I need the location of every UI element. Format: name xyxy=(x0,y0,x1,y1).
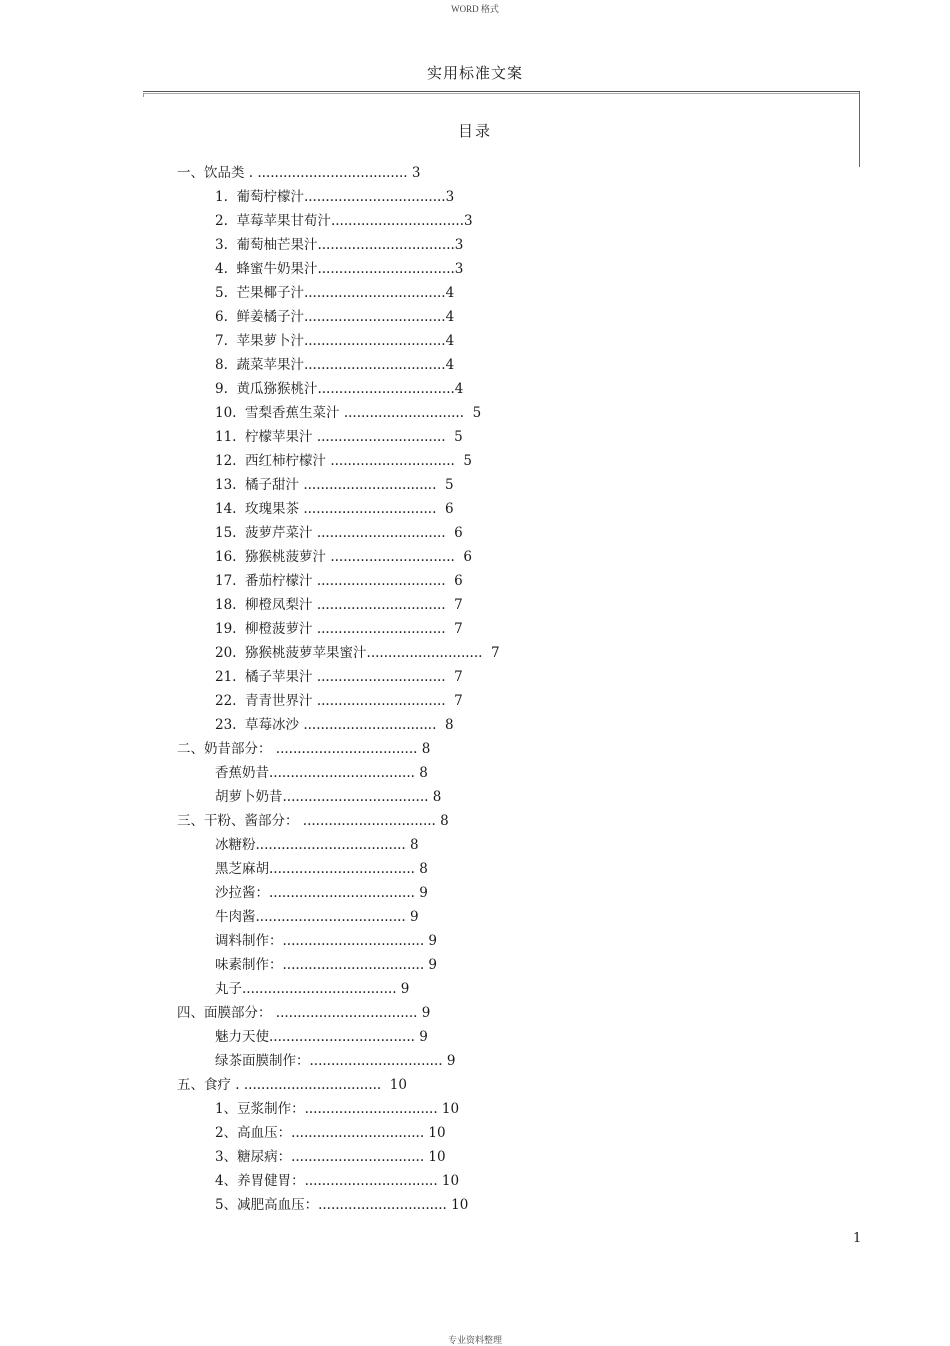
toc-entry[interactable]: 17. 番茄柠檬汁 .............................. 6 xyxy=(215,573,463,589)
toc-entry[interactable]: 魅力天使.................................. 9 xyxy=(215,1029,428,1045)
toc-entry[interactable]: 20. 猕猴桃菠萝苹果蜜汁........................... 7 xyxy=(215,645,500,661)
page-number: 1 xyxy=(853,1231,862,1246)
toc-entry[interactable]: 10. 雪梨香蕉生菜汁 ............................ 5 xyxy=(215,405,482,421)
footer: 专业资料整理 xyxy=(447,1336,502,1346)
toc-entry[interactable]: 4. 蜂蜜牛奶果汁................................3 xyxy=(215,261,464,277)
toc-entry[interactable]: 2. 草莓苹果甘荀汁...............................3 xyxy=(215,213,473,229)
toc-entry[interactable]: 胡萝卜奶昔.................................. 8 xyxy=(215,789,442,805)
toc-entry[interactable]: 味素制作：................................. 9 xyxy=(215,957,437,973)
toc-entry[interactable]: 牛肉酱................................... 9 xyxy=(215,909,419,925)
toc-entry[interactable]: 16. 猕猴桃菠萝汁 ............................. 6 xyxy=(215,549,472,565)
toc-entry[interactable]: 15. 菠萝芹菜汁 .............................. 6 xyxy=(215,525,463,541)
toc-entry[interactable]: 5、减肥高血压：.............................. 10 xyxy=(215,1197,469,1213)
header-rule xyxy=(143,91,860,94)
toc-entry[interactable]: 3. 葡萄柚芒果汁................................3 xyxy=(215,237,464,253)
toc-entry[interactable]: 香蕉奶昔.................................. 8 xyxy=(215,765,428,781)
toc-entry[interactable]: 1. 葡萄柠檬汁.................................3 xyxy=(215,189,455,205)
toc-entry[interactable]: 13. 橘子甜汁 ............................... 5 xyxy=(215,477,454,493)
toc-entry[interactable]: 绿茶面膜制作：............................... 9 xyxy=(215,1053,456,1069)
toc-entry[interactable]: 7. 苹果萝卜汁.................................4 xyxy=(215,333,455,349)
toc-entry[interactable]: 21. 橘子苹果汁 .............................. 7 xyxy=(215,669,463,685)
toc-entry[interactable]: 3、糖尿病：............................... 10 xyxy=(215,1149,446,1165)
toc-entry[interactable]: 四、面膜部分： ................................. 9 xyxy=(177,1005,431,1021)
toc-entry[interactable]: 22. 青青世界汁 .............................. 7 xyxy=(215,693,463,709)
toc-entry[interactable]: 18. 柳橙凤梨汁 .............................. 7 xyxy=(215,597,463,613)
toc-entry[interactable]: 11. 柠檬苹果汁 .............................. 5 xyxy=(215,429,463,445)
toc-entry[interactable]: 1、豆浆制作：............................... 10 xyxy=(215,1101,460,1117)
toc-entry[interactable]: 19. 柳橙菠萝汁 .............................. 7 xyxy=(215,621,463,637)
toc-entry[interactable]: 8. 蔬菜苹果汁.................................4 xyxy=(215,357,455,373)
header-left-tick xyxy=(143,93,145,97)
toc-title: 目录 xyxy=(457,122,492,140)
toc-entry[interactable]: 9. 黄瓜猕猴桃汁................................4 xyxy=(215,381,464,397)
toc-entry[interactable]: 5. 芒果椰子汁.................................4 xyxy=(215,285,455,301)
toc-entry[interactable]: 沙拉酱：.................................. 9 xyxy=(215,885,428,901)
toc-entry[interactable]: 丸子.................................... 9 xyxy=(215,981,410,997)
toc-entry[interactable]: 调料制作：................................. 9 xyxy=(215,933,437,949)
toc-entry[interactable]: 黑芝麻胡.................................. 8 xyxy=(215,861,428,877)
toc-entry[interactable]: 冰糖粉................................... 8 xyxy=(215,837,419,853)
toc-entry[interactable]: 二、奶昔部分： ................................. 8 xyxy=(177,741,431,757)
toc-entry[interactable]: 23. 草莓冰沙 ............................... 8 xyxy=(215,717,454,733)
header-title: 实用标准文案 xyxy=(426,64,523,82)
top-label: WORD 格式 xyxy=(451,4,499,14)
toc-entry[interactable]: 12. 西红柿柠檬汁 ............................. 5 xyxy=(215,453,472,469)
toc-entry[interactable]: 2、高血压：............................... 10 xyxy=(215,1125,446,1141)
toc-entry[interactable]: 五、食疗 . ................................ 10 xyxy=(177,1077,407,1093)
toc-entry[interactable]: 三、干粉、酱部分： ............................... 8 xyxy=(177,813,449,829)
toc-entry[interactable]: 4、养胃健胃：............................... 10 xyxy=(215,1173,460,1189)
toc-entry[interactable]: 6. 鲜姜橘子汁.................................4 xyxy=(215,309,455,325)
toc-entry[interactable]: 一、饮品类 . ................................... 3 xyxy=(177,165,421,181)
toc-entry[interactable]: 14. 玫瑰果茶 ............................... 6 xyxy=(215,501,454,517)
